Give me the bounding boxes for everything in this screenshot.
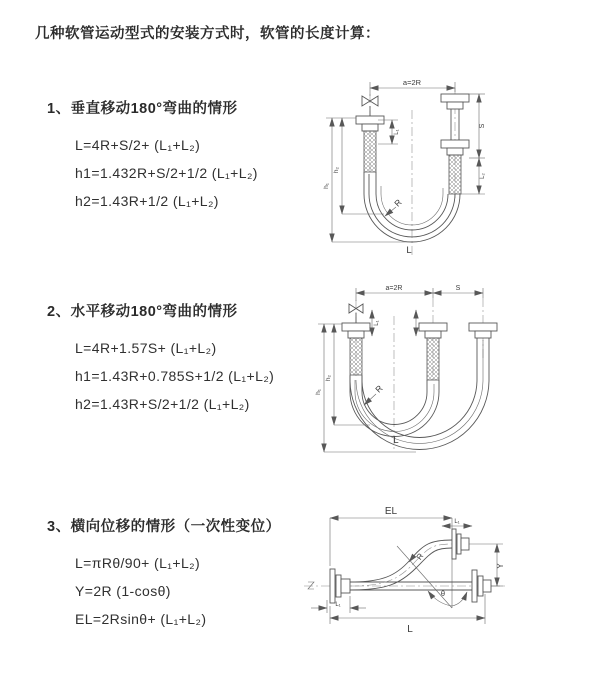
dimension-l1-bottom	[311, 596, 366, 613]
dim-label-length: L	[393, 435, 399, 446]
dimension-a2r-s	[356, 285, 483, 301]
section-3-heading: 3、横向位移的情形（一次性变位）	[47, 519, 281, 535]
section-2-heading: 2、水平移动180°弯曲的情形	[47, 304, 238, 320]
dimension-l1-top	[442, 519, 472, 526]
dim-label-length: L	[406, 245, 412, 256]
diagram-horizontal-bend	[308, 280, 600, 465]
formula-h2: h2=1.43R+S/2+1/2 (L₁+L₂)	[75, 396, 250, 412]
left-braided-hose	[364, 131, 376, 172]
dim-label-l1: L₁	[394, 129, 400, 135]
angle-theta	[397, 546, 467, 608]
radius-callout	[364, 383, 385, 405]
upper-flange	[452, 529, 469, 559]
formula-h1: h1=1.432R+S/2+1/2 (L₁+L₂)	[75, 165, 258, 181]
left-flange	[330, 569, 350, 603]
braided-hoses	[350, 338, 439, 380]
dim-label-r: R	[392, 197, 404, 209]
dimension-a2r	[370, 78, 455, 96]
datum-mark	[308, 582, 314, 589]
diagram-vertical-bend	[312, 74, 600, 270]
dimension-h1-h2	[315, 324, 416, 452]
dim-label-h1: h₁	[323, 183, 330, 189]
flanges	[342, 323, 497, 338]
diagram-lateral-displacement	[296, 496, 600, 656]
u-bend-position-2	[350, 338, 489, 450]
left-pipe-flange	[356, 116, 384, 131]
formula-h1: h1=1.43R+0.785S+1/2 (L₁+L₂)	[75, 368, 275, 384]
dim-label-h2: h₂	[333, 166, 340, 174]
dim-label-l1: L₁	[374, 320, 380, 326]
u-bend-position-1	[350, 375, 439, 437]
right-braided-hose	[449, 155, 461, 194]
formula-L: L=4R+1.57S+ (L₁+L₂)	[75, 340, 217, 356]
dim-label-l1-bottom: L₁	[335, 602, 341, 608]
dim-label-l1-top: L₁	[454, 519, 460, 525]
dim-label-theta: θ	[440, 589, 446, 598]
formula-L: L=4R+S/2+ (L₁+L₂)	[75, 137, 201, 153]
dim-label-el: EL	[384, 506, 398, 517]
dim-label-l2: L₂	[480, 173, 486, 179]
dim-label-a2r: a=2R	[402, 78, 422, 87]
dim-label-a2r: a=2R	[385, 285, 403, 292]
dim-label-h2: h₂	[325, 374, 332, 382]
formula-h2: h2=1.43R+1/2 (L₁+L₂)	[75, 193, 219, 209]
dim-label-h1: h₁	[315, 389, 322, 395]
formula-Y: Y=2R (1-cosθ)	[75, 583, 171, 599]
dim-label-y: Y	[496, 563, 505, 569]
dim-label-r: R	[373, 383, 385, 395]
document-title: 几种软管运动型式的安装方式时，软管的长度计算：	[35, 26, 380, 42]
dim-label-r: R	[414, 551, 426, 562]
formula-EL: EL=2Rsinθ+ (L₁+L₂)	[75, 611, 207, 627]
section-1-heading: 1、垂直移动180°弯曲的情形	[47, 101, 238, 117]
dim-label-s: S	[479, 123, 486, 129]
dim-label-s: S	[455, 285, 461, 292]
s-curve-hose	[350, 540, 452, 590]
dim-label-length: L	[407, 624, 413, 635]
formula-L: L=πRθ/90+ (L₁+L₂)	[75, 555, 201, 571]
